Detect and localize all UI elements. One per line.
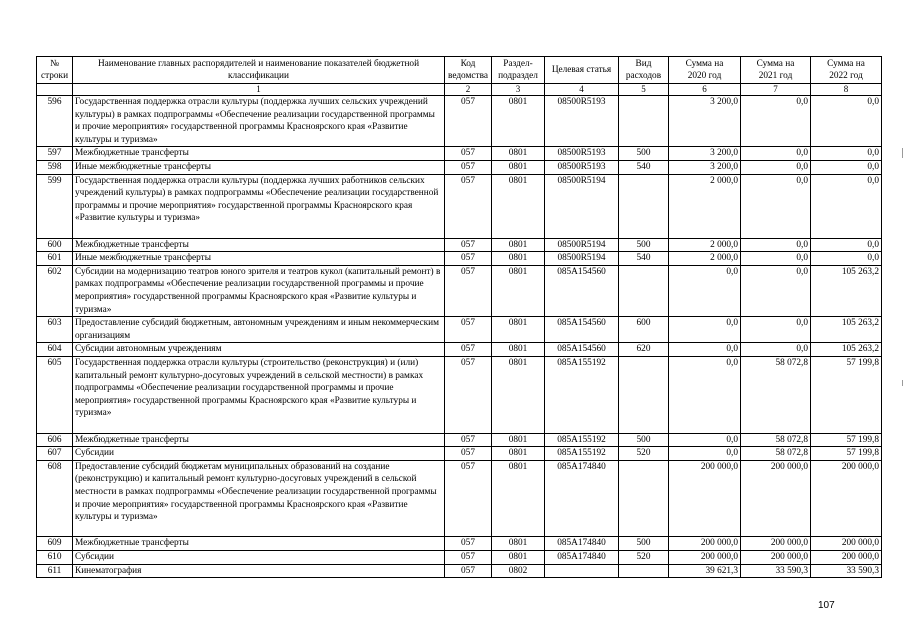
row-dept-code: 057 — [445, 550, 492, 564]
row-section: 0801 — [492, 96, 545, 147]
row-sum-2022: 33 590,3 — [811, 564, 882, 578]
row-target: 08500R5193 — [545, 147, 619, 161]
row-sum-2021: 0,0 — [741, 96, 811, 147]
row-sum-2021: 0,0 — [741, 265, 811, 316]
header-sum-2021: Сумма на 2021 год — [741, 57, 811, 84]
table-header-row — [37, 57, 882, 84]
row-dept-code: 057 — [445, 447, 492, 461]
header-section: Раздел- подраздел — [492, 57, 545, 84]
row-sum-2020: 0,0 — [669, 447, 741, 461]
column-index: 5 — [619, 84, 669, 96]
header-exp-type: Вид расходов — [619, 57, 669, 84]
row-target: 08500R5194 — [545, 252, 619, 266]
row-sum-2022: 0,0 — [811, 160, 882, 174]
row-number: 600 — [37, 238, 73, 252]
row-exp-type: 540 — [619, 252, 669, 266]
row-name: Государственная поддержка отрасли культуры (поддержка лучших работников сельских учреждений культуры) в рамках подпрограммы «Обеспечение реализации государственной программы и прочие мероприятия» государственной программы Красноярского края «Развитие культуры и туризма» — [73, 174, 445, 238]
row-dept-code: 057 — [445, 356, 492, 433]
row-dept-code: 057 — [445, 564, 492, 578]
row-target: 08500R5193 — [545, 160, 619, 174]
row-name: Кинематография — [73, 564, 445, 578]
header-sum-2020: Сумма на 2020 год — [669, 57, 741, 84]
row-sum-2022: 105 263,2 — [811, 317, 882, 343]
table-row — [37, 537, 882, 551]
row-number: 596 — [37, 96, 73, 147]
row-target: 08500R5194 — [545, 238, 619, 252]
row-sum-2021: 0,0 — [741, 252, 811, 266]
column-index: 4 — [545, 84, 619, 96]
row-section: 0801 — [492, 343, 545, 357]
row-section: 0801 — [492, 174, 545, 238]
row-section: 0801 — [492, 317, 545, 343]
row-section: 0801 — [492, 447, 545, 461]
row-sum-2020: 200 000,0 — [669, 460, 741, 537]
table-row — [37, 343, 882, 357]
column-index: 2 — [445, 84, 492, 96]
row-sum-2020: 2 000,0 — [669, 174, 741, 238]
row-dept-code: 057 — [445, 147, 492, 161]
column-index-row — [37, 84, 882, 96]
row-section: 0801 — [492, 252, 545, 266]
column-index: 3 — [492, 84, 545, 96]
row-name: Межбюджетные трансферты — [73, 238, 445, 252]
row-sum-2021: 200 000,0 — [741, 537, 811, 551]
row-sum-2020: 0,0 — [669, 343, 741, 357]
row-exp-type — [619, 564, 669, 578]
row-section: 0801 — [492, 460, 545, 537]
row-sum-2021: 58 072,8 — [741, 433, 811, 447]
row-name: Субсидии автономным учреждениям — [73, 343, 445, 357]
row-dept-code: 057 — [445, 238, 492, 252]
row-target: 085A154560 — [545, 317, 619, 343]
row-dept-code: 057 — [445, 174, 492, 238]
row-section: 0801 — [492, 550, 545, 564]
row-target: 085A154560 — [545, 343, 619, 357]
row-sum-2022: 57 199,8 — [811, 356, 882, 433]
header-dept-code: Код ведомства — [445, 57, 492, 84]
row-sum-2022: 200 000,0 — [811, 550, 882, 564]
row-sum-2021: 58 072,8 — [741, 356, 811, 433]
row-sum-2022: 0,0 — [811, 238, 882, 252]
scan-edge-mark — [902, 380, 903, 386]
row-exp-type: 500 — [619, 433, 669, 447]
column-index: 8 — [811, 84, 882, 96]
row-sum-2020: 39 621,3 — [669, 564, 741, 578]
row-exp-type — [619, 460, 669, 537]
row-number: 611 — [37, 564, 73, 578]
row-target — [545, 564, 619, 578]
table-row — [37, 460, 882, 537]
row-name: Иные межбюджетные трансферты — [73, 252, 445, 266]
header-target: Целевая статья — [545, 57, 619, 84]
row-section: 0801 — [492, 537, 545, 551]
row-target: 08500R5193 — [545, 96, 619, 147]
row-sum-2022: 0,0 — [811, 174, 882, 238]
row-sum-2022: 57 199,8 — [811, 433, 882, 447]
row-exp-type — [619, 96, 669, 147]
row-dept-code: 057 — [445, 343, 492, 357]
row-target: 085A155192 — [545, 356, 619, 433]
row-number: 602 — [37, 265, 73, 316]
row-exp-type: 520 — [619, 550, 669, 564]
row-name: Субсидии на модернизацию театров юного зрителя и театров кукол (капитальный ремонт) в рамках подпрограммы «Обеспечение реализации государственной программы и прочие мероприятия» государственной программы Красноярского края «Развитие культуры и туризма» — [73, 265, 445, 316]
row-dept-code: 057 — [445, 460, 492, 537]
row-sum-2021: 0,0 — [741, 343, 811, 357]
table-row — [37, 265, 882, 316]
row-sum-2021: 0,0 — [741, 317, 811, 343]
row-target: 085A174840 — [545, 537, 619, 551]
row-section: 0801 — [492, 433, 545, 447]
row-sum-2021: 0,0 — [741, 238, 811, 252]
row-exp-type: 600 — [619, 317, 669, 343]
scan-edge-mark — [902, 148, 903, 158]
row-name: Иные межбюджетные трансферты — [73, 160, 445, 174]
row-exp-type — [619, 356, 669, 433]
table-row — [37, 317, 882, 343]
row-exp-type: 620 — [619, 343, 669, 357]
row-sum-2020: 0,0 — [669, 317, 741, 343]
row-sum-2020: 3 200,0 — [669, 96, 741, 147]
row-sum-2020: 200 000,0 — [669, 537, 741, 551]
header-name: Наименование главных распорядителей и наименование показателей бюджетной классификации — [73, 57, 445, 84]
row-sum-2021: 58 072,8 — [741, 447, 811, 461]
row-dept-code: 057 — [445, 317, 492, 343]
row-name: Предоставление субсидий бюджетным, автономным учреждениям и иным некоммерческим организациям — [73, 317, 445, 343]
row-sum-2021: 200 000,0 — [741, 550, 811, 564]
row-dept-code: 057 — [445, 96, 492, 147]
budget-table — [36, 56, 882, 578]
row-number: 610 — [37, 550, 73, 564]
row-exp-type — [619, 174, 669, 238]
row-target: 085A174840 — [545, 550, 619, 564]
row-number: 599 — [37, 174, 73, 238]
row-number: 608 — [37, 460, 73, 537]
table-row — [37, 252, 882, 266]
table-row — [37, 564, 882, 578]
row-name: Субсидии — [73, 447, 445, 461]
table-body — [37, 96, 882, 578]
row-section: 0801 — [492, 160, 545, 174]
table-row — [37, 447, 882, 461]
row-sum-2021: 0,0 — [741, 147, 811, 161]
table-row — [37, 433, 882, 447]
row-target: 085A155192 — [545, 433, 619, 447]
row-sum-2020: 0,0 — [669, 433, 741, 447]
row-number: 605 — [37, 356, 73, 433]
row-exp-type: 500 — [619, 537, 669, 551]
row-name: Предоставление субсидий бюджетам муниципальных образований на создание (реконструкцию) и капитальный ремонт культурно-досуговых учреждений в сельской местности в рамках подпрограммы «Обеспечение реализации государственной программы и прочие мероприятия» государственной программы Красноярского края «Развитие культуры и туризма» — [73, 460, 445, 537]
row-sum-2020: 0,0 — [669, 356, 741, 433]
row-number: 607 — [37, 447, 73, 461]
table-row — [37, 96, 882, 147]
column-index: 1 — [73, 84, 445, 96]
row-target: 08500R5194 — [545, 174, 619, 238]
table-row — [37, 550, 882, 564]
row-sum-2020: 3 200,0 — [669, 160, 741, 174]
row-dept-code: 057 — [445, 265, 492, 316]
row-exp-type: 500 — [619, 147, 669, 161]
row-sum-2020: 3 200,0 — [669, 147, 741, 161]
table-row — [37, 160, 882, 174]
row-sum-2022: 105 263,2 — [811, 343, 882, 357]
row-sum-2020: 0,0 — [669, 265, 741, 316]
row-number: 609 — [37, 537, 73, 551]
row-sum-2020: 2 000,0 — [669, 238, 741, 252]
row-exp-type: 520 — [619, 447, 669, 461]
document-sheet — [36, 56, 881, 578]
row-sum-2022: 200 000,0 — [811, 537, 882, 551]
row-name: Субсидии — [73, 550, 445, 564]
header-sum-2022: Сумма на 2022 год — [811, 57, 882, 84]
table-row — [37, 174, 882, 238]
row-exp-type — [619, 265, 669, 316]
row-sum-2021: 33 590,3 — [741, 564, 811, 578]
row-section: 0801 — [492, 238, 545, 252]
row-dept-code: 057 — [445, 252, 492, 266]
row-name: Государственная поддержка отрасли культуры (поддержка лучших сельских учреждений культуры) в рамках подпрограммы «Обеспечение реализации государственной программы и прочие мероприятия» государственной программы Красноярского края «Развитие культуры и туризма» — [73, 96, 445, 147]
column-index: 7 — [741, 84, 811, 96]
table-row — [37, 356, 882, 433]
header-row-no: № строки — [37, 57, 73, 84]
row-number: 604 — [37, 343, 73, 357]
row-sum-2022: 105 263,2 — [811, 265, 882, 316]
column-index: 6 — [669, 84, 741, 96]
row-sum-2022: 200 000,0 — [811, 460, 882, 537]
row-dept-code: 057 — [445, 537, 492, 551]
row-section: 0801 — [492, 147, 545, 161]
row-sum-2021: 0,0 — [741, 160, 811, 174]
row-sum-2022: 0,0 — [811, 147, 882, 161]
row-target: 085A174840 — [545, 460, 619, 537]
row-exp-type: 500 — [619, 238, 669, 252]
row-sum-2022: 0,0 — [811, 96, 882, 147]
page-number: 107 — [818, 600, 835, 611]
row-sum-2020: 200 000,0 — [669, 550, 741, 564]
row-section: 0801 — [492, 265, 545, 316]
row-number: 597 — [37, 147, 73, 161]
row-section: 0802 — [492, 564, 545, 578]
row-sum-2020: 2 000,0 — [669, 252, 741, 266]
row-name: Государственная поддержка отрасли культуры (строительство (реконструкция) и (или) капитальный ремонт культурно-досуговых учреждений в сельской местности) в рамках подпрограммы «Обеспечение реализации государственной программы и прочие мероприятия» государственной программы Красноярского края «Развитие культуры и туризма» — [73, 356, 445, 433]
row-dept-code: 057 — [445, 433, 492, 447]
row-name: Межбюджетные трансферты — [73, 433, 445, 447]
row-section: 0801 — [492, 356, 545, 433]
table-row — [37, 238, 882, 252]
row-number: 603 — [37, 317, 73, 343]
row-sum-2022: 0,0 — [811, 252, 882, 266]
row-number: 606 — [37, 433, 73, 447]
row-dept-code: 057 — [445, 160, 492, 174]
row-target: 085A154560 — [545, 265, 619, 316]
row-name: Межбюджетные трансферты — [73, 147, 445, 161]
row-name: Межбюджетные трансферты — [73, 537, 445, 551]
row-sum-2021: 0,0 — [741, 174, 811, 238]
column-index — [37, 84, 73, 96]
row-target: 085A155192 — [545, 447, 619, 461]
row-sum-2022: 57 199,8 — [811, 447, 882, 461]
row-sum-2021: 200 000,0 — [741, 460, 811, 537]
row-number: 598 — [37, 160, 73, 174]
table-row — [37, 147, 882, 161]
row-number: 601 — [37, 252, 73, 266]
row-exp-type: 540 — [619, 160, 669, 174]
